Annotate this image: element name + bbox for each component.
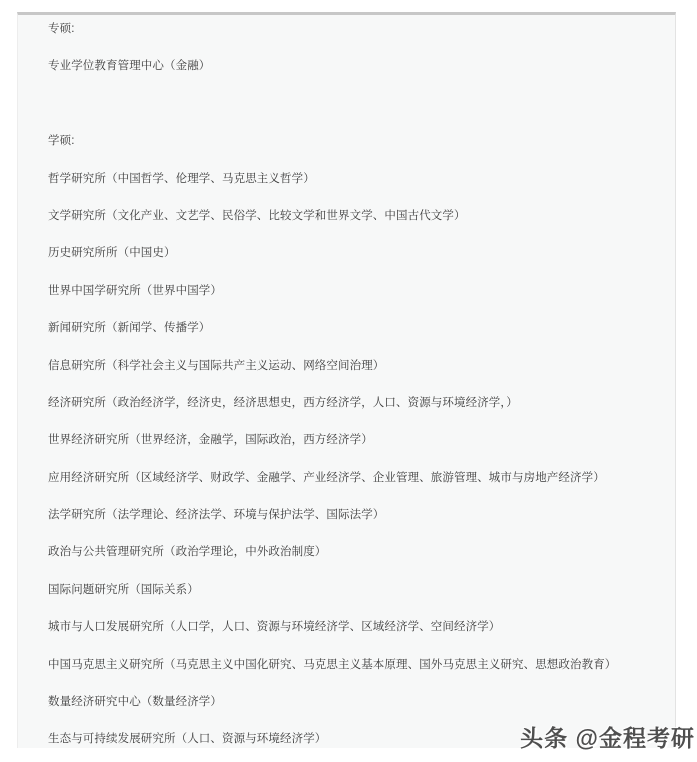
document-content [18,12,675,748]
institute-line: 政治与公共管理研究所（政治学理论，中外政治制度） [48,546,327,559]
institute-line: 世界中国学研究所（世界中国学） [48,284,222,297]
institute-line: 历史研究所所（中国史） [48,247,176,260]
institute-line: 应用经济研究所（区域经济学、财政学、金融学、产业经济学、企业管理、旅游管理、城市与房地产经济学） [48,471,605,484]
toutiao-watermark: 头条 @金程考研 [520,725,695,751]
institute-line: 信息研究所（科学社会主义与国际共产主义运动、网络空间治理） [48,359,385,372]
section-heading: 学硕: [48,135,75,148]
institute-line: 数量经济研究中心（数量经济学） [48,696,222,709]
institute-line: 哲学研究所（中国哲学、伦理学、马克思主义哲学） [48,172,315,185]
institute-line: 国际问题研究所（国际关系） [48,583,199,596]
section-academic-masters [48,123,667,748]
institute-line: 法学研究所（法学理论、经济法学、环境与保护法学、国际法学） [48,509,385,522]
institute-line: 新闻研究所（新闻学、传播学） [48,322,211,335]
institute-line: 世界经济研究所（世界经济，金融学，国际政治，西方经济学） [48,434,373,447]
section-heading: 专硕: [48,23,75,35]
document-page [17,12,676,748]
institute-line: 城市与人口发展研究所（人口学，人口、资源与环境经济学、区域经济学、空间经济学） [48,621,501,634]
section-professional-masters [48,12,667,86]
institute-line: 中国马克思主义研究所（马克思主义中国化研究、马克思主义基本原理、国外马克思主义研究、思想政治教育） [48,658,617,671]
institute-line: 文学研究所（文化产业、文艺学、民俗学、比较文学和世界文学、中国古代文学） [48,209,466,222]
institute-line: 生态与可持续发展研究所（人口、资源与环境经济学） [48,733,327,746]
institute-line: 专业学位教育管理中心（金融） [48,60,211,73]
institute-line: 经济研究所（政治经济学，经济史，经济思想史，西方经济学，人口、资源与环境经济学，） [48,396,518,409]
